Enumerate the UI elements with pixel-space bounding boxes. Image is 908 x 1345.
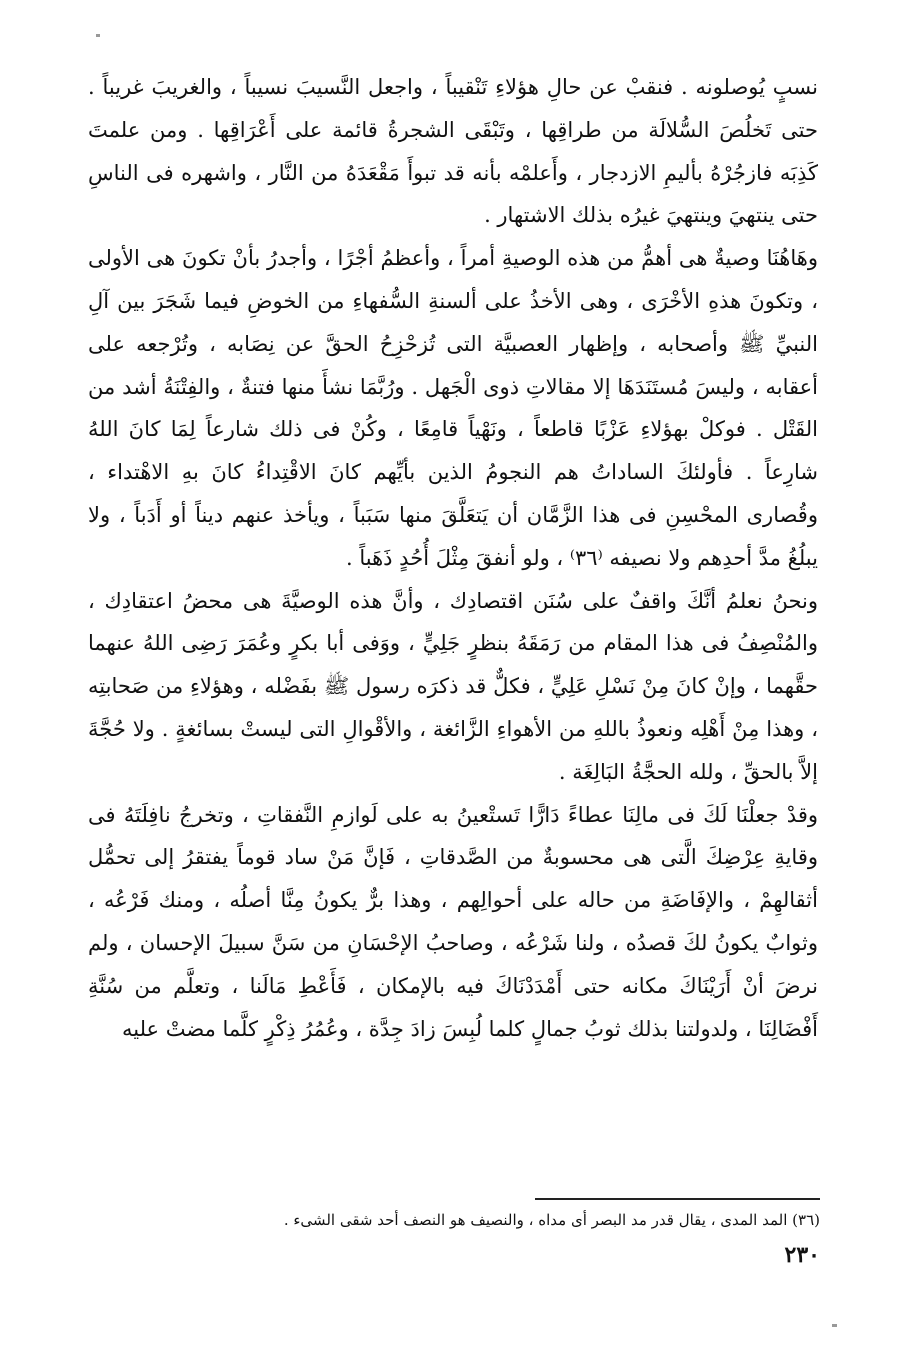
page-number: ٢٣٠ xyxy=(784,1242,820,1268)
footnote-divider xyxy=(535,1198,820,1200)
paragraph: ونحنُ نعلمُ أنَّكَ واقفٌ على سُنَن اقتصادِك ، وأنَّ هذه الوصيَّةَ هى محضُ اعتقادِك ، والمُنْصِفُ فى هذا المقام من رَمَقَهُ بنظرٍ جَلِيٍّ ، ووَفى أبا بكرٍ وعُمَرَ رَضِى اللهُ عنهما حقَّهما ، وإنْ كانَ مِنْ نَسْلِ عَلِيٍّ ، فكلٌّ قد ذكرَه رسول ﷺ بفَضْله ، وهؤلاءِ من صَحابتِه ، وهذا مِنْ أَهْلِه ونعوذُ باللهِ من الأهواءِ الزَّائغة ، والأقْوالِ التى ليستْ بسائغةٍ . ولا حُجَّةَ إلاَّ بالحقِّ ، ولله الحجَّةُ البَالِغَة . xyxy=(88,588,818,784)
body-text xyxy=(88,66,818,1050)
paragraph: وقدْ جعلْنَا لَكَ فى مالِنَا عطاءً دَارًّا تَستْعينُ به على لَوازمِ النَّفقاتِ ، وتخرجُ نافِلَتَهُ فى وقايةِ عِرْضِكَ الَّتى هى محسوبةٌ من الصَّدقاتِ ، فَإنَّ مَنْ ساد قوماً يفتقرُ إلى تحمُّل أثقالهِمْ ، والإفَاضَةِ من حاله على أحوالِهم ، وهذا برٌّ يكونُ مِنَّا أصلُه ، ومنك فَرْعُه ، وثوابٌ يكونُ لكَ قصدُه ، ولنا شَرْعُه ، وصاحبُ الإحْسَانِ من سَنَّ سبيلَ الإحسان ، ولم نرضَ أنْ أَرَيْنَاكَ مكانه حتى أَمْدَدْنَاكَ فيه بالإمكان ، فَأَعْطِ مَالَنا ، وتعلَّم من سُنَّةِ أَفْضَالِنَا ، ولدولتنا بذلك ثوبُ جمالٍ كلما لُبِسَ زادَ جِدَّة ، وعُمُرُ ذِكْرٍ كلَّما مضتْ عليه xyxy=(88,802,818,1041)
paragraph: نسبٍ يُوصلونه . فنقبْ عن حالِ هؤلاءِ تَنْقيباً ، واجعل النَّسيبَ نسيباً ، والغريبَ غريباً . حتى تَخلُصَ السُّلالَة من طراقِها ، وتَبْقَى الشجرةُ قائمة على أَعْرَاقِها . ومن علمتَ كَذِبَه فازجُرْهُ بأليمِ الازدجار ، وأَعلمْه بأنه قد تبوأَ مَقْعَدَهُ من النَّار ، واشهره فى الناسِ حتى ينتهيَ وينتهيَ غيرُه بذلك الاشتهار . xyxy=(88,75,818,228)
scan-speck xyxy=(96,34,100,37)
scan-speck xyxy=(832,1324,837,1327)
paragraph: وهَاهُنَا وصيةٌ هى أهمُّ من هذه الوصيةِ أمراً ، وأعظمُ أجْرًا ، وأجدرُ بأنْ تكونَ هى الأولى ، وتكونَ هذهِ الأخْرَى ، وهى الأخذُ على ألسنةِ السُّفهاءِ من الخوضِ فيما شَجَرَ بين آلِ النبيِّ ﷺ وأصحابه ، وإظهار العصبيَّة التى تُزحْزِحُ الحقَّ عن نِصَابه ، وتُرْجعه على أعقابه ، وليسَ مُستَنَدَهَا إلا مقالاتِ ذوى الْجَهل . ورُبَّمَا نشأَ منها فتنةٌ ، والفِتْنَةُ أشد من القَتْل . فوكلْ بهؤلاءِ عَزْبًا قاطعاً ، ونَهْياً قامِعًا ، وكُنْ فى ذلك شارعاً لِمَا كانَ اللهُ شارِعاً . فأولئكَ الساداتُ هم النجومُ الذين بأيِّهم كانَ الاقْتِداءُ كانَ بهِ الاهْتداء ، وقُصارى المحْسِنِ فى هذا الزَّمَّان أن يَتعَلَّقَ منها سَبَباً ، ويأخذ عنهم ديناً أو أَدَباً ، ولا يبلُغُ مدَّ أحدِهم ولا نصيفه ⁽٣٦⁾ ، ولو أنفقَ مِثْلَ أُحُدٍ ذَهَباً . xyxy=(88,246,818,570)
footnote: (٣٦) المد المدى ، يقال قدر مد البصر أى مداه ، والنصيف هو النصف أحد شقى الشىء . xyxy=(283,1211,820,1229)
